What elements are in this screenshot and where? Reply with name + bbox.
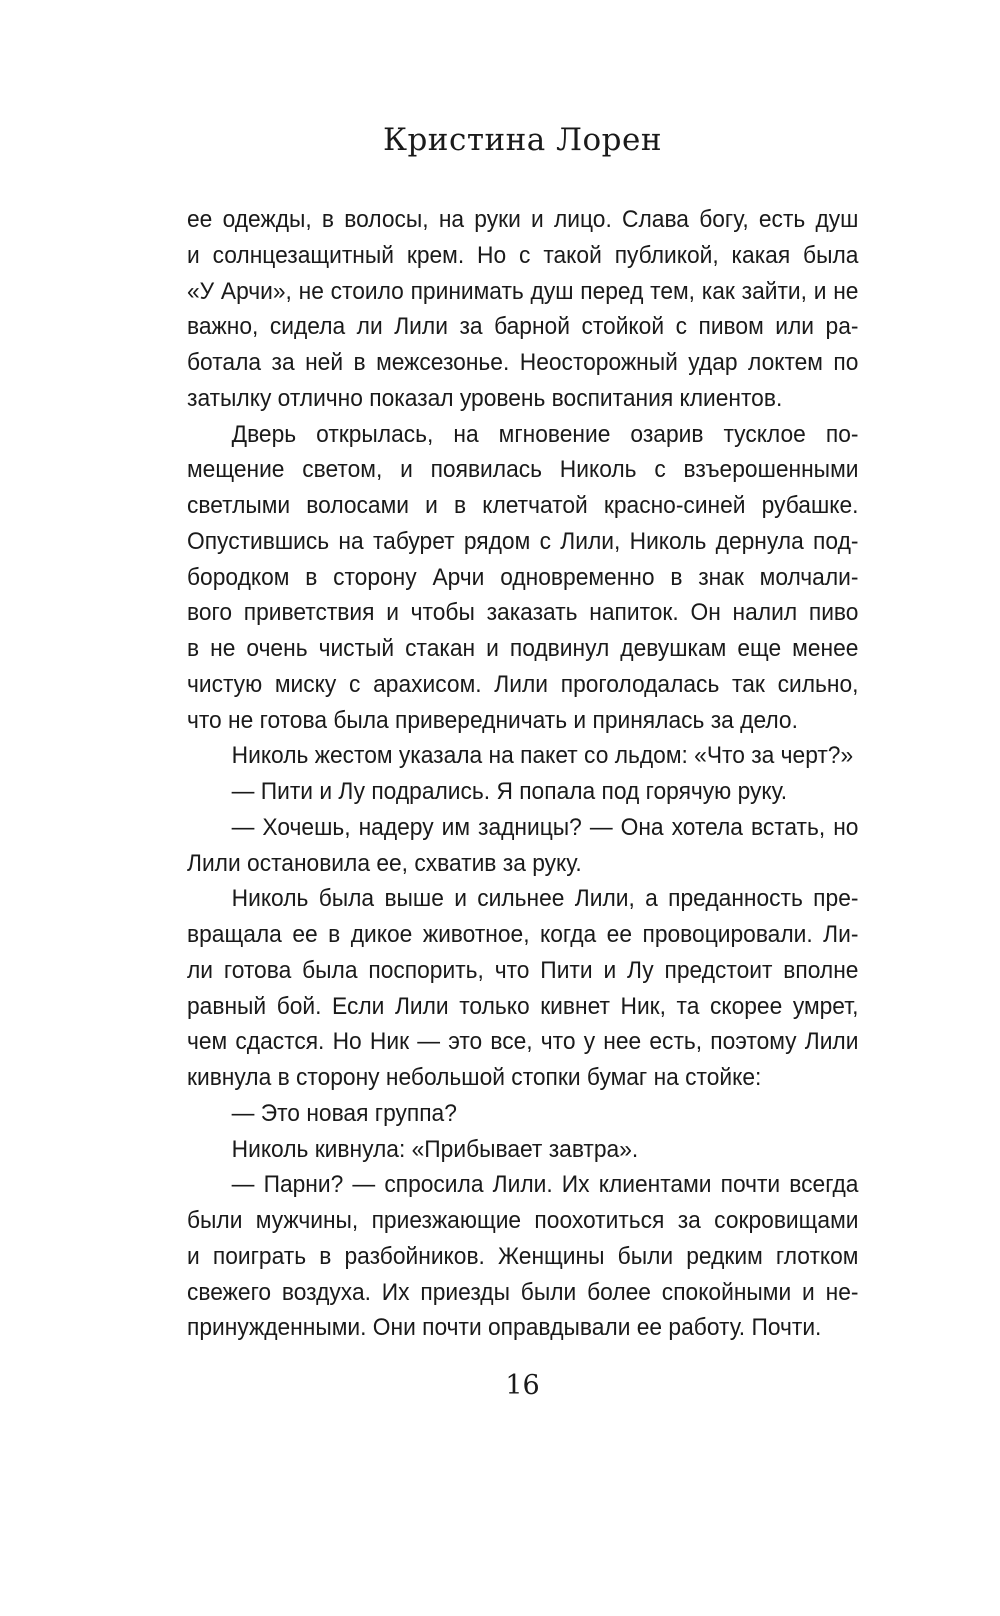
text-line: чем сдастся. Но Ник — это все, что у нее есть, поэтому Лили <box>187 1028 859 1056</box>
text-line: и поиграть в разбойников. Женщины были редким глотком <box>187 1242 859 1270</box>
text-line: светлыми волосами и в клетчатой красно-синей рубашке. <box>187 492 859 519</box>
text-line: вращала ее в дикое животное, когда ее провоцировали. Ли- <box>187 921 859 948</box>
text-line: были мужчины, приезжающие поохотиться за сокровищами <box>187 1207 859 1234</box>
text-line: в не очень чистый стакан и подвинул девушкам еще менее <box>187 635 859 662</box>
running-header: Кристина Лорен <box>382 122 663 158</box>
text-line: затылку отлично показал уровень воспитания клиентов. <box>187 384 783 412</box>
text-line: Опустившись на табурет рядом с Лили, Николь дернула под- <box>187 527 859 555</box>
text-line: важно, сидела ли Лили за барной стойкой с пивом или ра- <box>187 313 859 341</box>
text-line: ли готова была поспорить, что Пити и Лу предстоит вполне <box>187 956 859 984</box>
text-line: ее одежды, в волосы, на руки и лицо. Слава богу, есть душ <box>187 206 859 233</box>
text-line: «У Арчи», не стоило принимать душ перед тем, как зайти, и не <box>187 277 859 305</box>
text-line: — Парни? — спросила Лили. Их клиентами почти всегда <box>231 1171 859 1199</box>
text-line: — Пити и Лу подрались. Я попала под горячую руку. <box>231 778 788 805</box>
text-line: принужденными. Они почти оправдывали ее работу. Почти. <box>187 1314 822 1342</box>
text-line: чистую миску с арахисом. Лили проголодалась так сильно, <box>187 670 859 698</box>
text-line: Николь кивнула: «Прибывает завтра». <box>231 1135 639 1163</box>
text-line: Николь жестом указала на пакет со льдом: «Что за черт?» <box>231 742 854 770</box>
text-line: вого приветствия и чтобы заказать напиток. Он налил пиво <box>187 599 859 627</box>
text-line: Николь была выше и сильнее Лили, а преданность пре- <box>231 885 859 913</box>
body-text <box>187 202 859 1346</box>
text-line: бородком в сторону Арчи одновременно в знак молчали- <box>187 563 859 591</box>
text-line: Дверь открылась, на мгновение озарив тусклое по- <box>231 420 859 448</box>
page-number: 16 <box>505 1370 540 1401</box>
text-line: что не готова была привередничать и принялась за дело. <box>187 706 798 734</box>
text-line: — Хочешь, надеру им задницы? — Она хотела встать, но <box>231 813 859 841</box>
text-line: и солнцезащитный крем. Но с такой публикой, какая была <box>187 241 859 269</box>
text-line: ботала за ней в межсезонье. Неосторожный удар локтем по <box>187 349 859 376</box>
text-line: Лили остановила ее, схватив за руку. <box>187 849 582 877</box>
text-line: кивнула в сторону небольшой стопки бумаг на стойке: <box>187 1064 762 1091</box>
text-line: мещение светом, и появилась Николь с взъерошенными <box>187 456 859 484</box>
text-line: — Это новая группа? <box>231 1099 457 1127</box>
text-line: равный бой. Если Лили только кивнет Ник, та скорее умрет, <box>187 992 859 1020</box>
text-line: свежего воздуха. Их приезды были более спокойными и не- <box>187 1278 859 1306</box>
